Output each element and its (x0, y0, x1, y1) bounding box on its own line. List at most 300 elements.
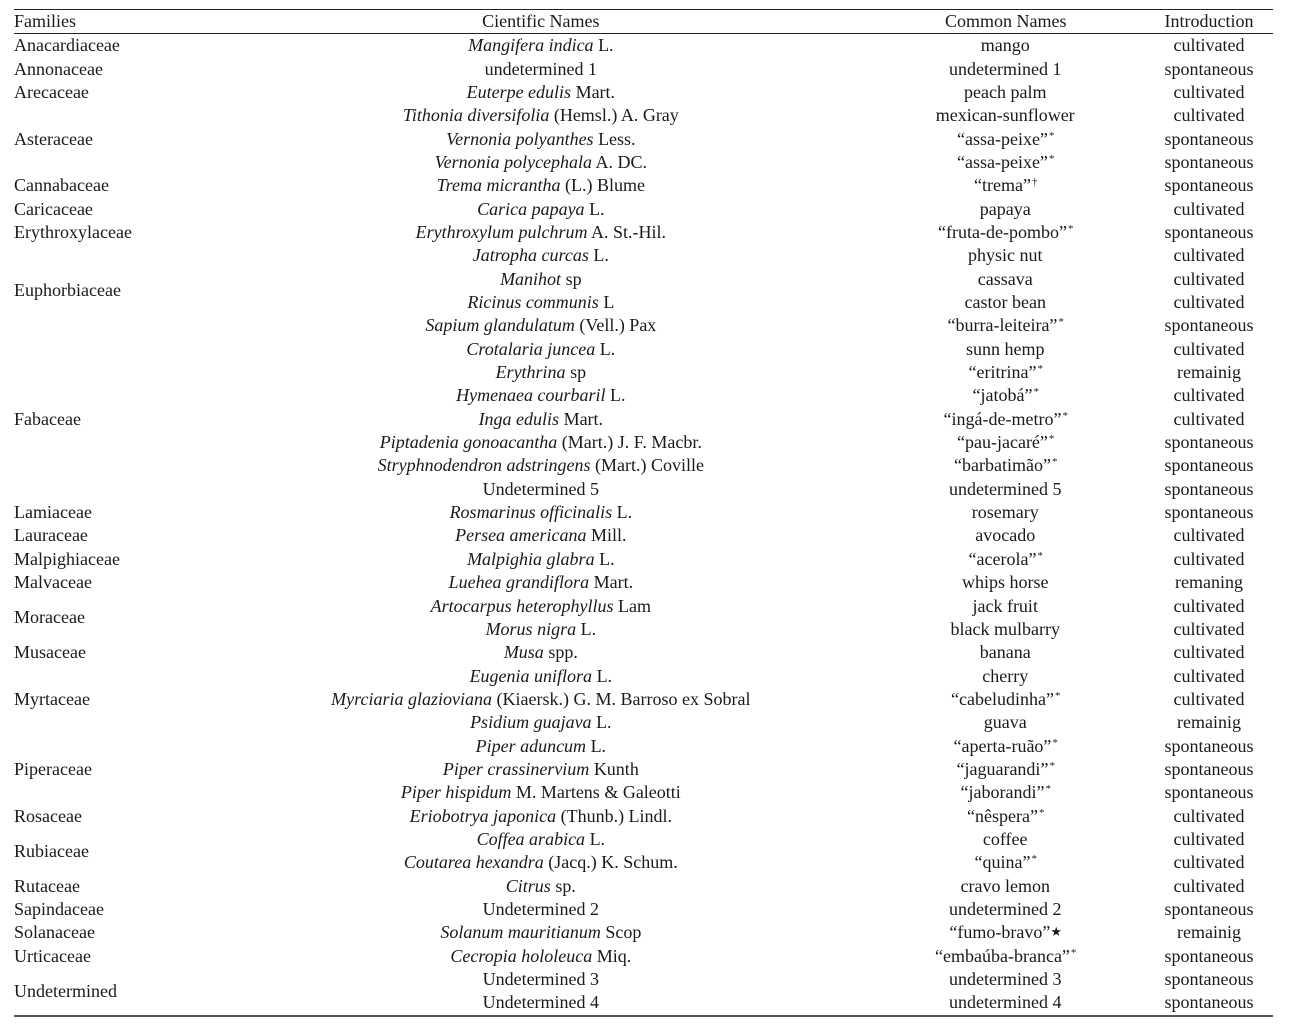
introduction-cell: spontaneous (1164, 945, 1254, 966)
common-name: sunn hemp (965, 338, 1045, 359)
table-row (14, 81, 1273, 104)
authority: (L.) Blume (560, 175, 645, 196)
introduction-cell: spontaneous (1164, 758, 1254, 779)
footnote-mark: * (1045, 783, 1051, 796)
authority: Less. (593, 128, 636, 149)
table-row (14, 34, 1273, 58)
binomial-name: Eriobotrya japonica (409, 805, 557, 826)
family-cell: Asteraceae (14, 128, 93, 149)
common-name: undetermined 4 (948, 992, 1062, 1013)
authority: Kunth (589, 758, 639, 779)
common-name: “fumo-bravo” (949, 922, 1051, 943)
footnote-mark: * (1037, 363, 1043, 376)
introduction-cell: spontaneous (1164, 735, 1254, 756)
binomial-name: Rosmarinus officinalis (449, 502, 613, 523)
scientific-name-cell (295, 665, 786, 688)
common-name: “jaguarandi” (956, 758, 1049, 779)
common-name: “barbatimão” (953, 455, 1051, 476)
common-name: undetermined 2 (948, 898, 1062, 919)
introduction-cell: cultivated (1173, 105, 1245, 126)
table-row (14, 408, 1273, 431)
family-cell (14, 151, 295, 174)
common-name: castor bean (964, 292, 1046, 313)
common-name: “nêspera” (966, 805, 1038, 826)
authority: Miq. (592, 945, 632, 966)
species-table (14, 9, 1273, 1015)
introduction-cell: spontaneous (1164, 58, 1254, 79)
table-row (14, 151, 1273, 174)
family-cell: Caricaceae (14, 198, 93, 219)
common-name: coffee (982, 828, 1028, 849)
table-row (14, 711, 1273, 734)
common-name-cell (786, 688, 1145, 711)
header-common-names: Common Names (944, 11, 1067, 31)
authority: Mill. (586, 525, 627, 546)
introduction-cell: spontaneous (1164, 432, 1254, 453)
binomial-name: Crotalaria juncea (466, 338, 596, 359)
introduction-cell: cultivated (1173, 35, 1245, 56)
binomial-name: Malpighia glabra (467, 548, 595, 569)
family-cell: Moraceae (14, 607, 85, 628)
footnote-mark: * (1058, 316, 1064, 329)
introduction-cell: remainig (1177, 922, 1242, 943)
binomial-name: Piptadenia gonoacantha (379, 432, 558, 453)
table-row (14, 524, 1273, 547)
footnote-mark: * (1031, 853, 1037, 866)
authority: undetermined 1 (484, 58, 598, 79)
common-name-cell (786, 595, 1145, 618)
authority: sp. (550, 875, 576, 896)
common-name-cell (786, 478, 1145, 501)
authority: A. St.-Hil. (587, 222, 666, 243)
footnote-mark: * (1048, 433, 1055, 446)
scientific-name-cell (295, 104, 786, 127)
scientific-name-cell (295, 688, 786, 711)
family-cell (14, 781, 295, 804)
introduction-cell: remaning (1175, 572, 1244, 593)
binomial-name: Manihot (500, 268, 562, 289)
common-name: avocado (975, 525, 1036, 546)
family-cell: Lauraceae (14, 525, 88, 546)
scientific-name-cell (295, 34, 786, 58)
binomial-name: Vernonia polycephala (434, 151, 593, 172)
common-name: “pau-jacaré” (957, 432, 1048, 453)
introduction-cell: cultivated (1173, 828, 1245, 849)
authority: (Vell.) Pax (574, 315, 657, 336)
common-name: “trema” (973, 175, 1031, 196)
introduction-cell: cultivated (1173, 268, 1245, 289)
family-cell (14, 454, 295, 477)
table-row (14, 478, 1273, 501)
authority: spp. (543, 642, 578, 663)
binomial-name: Artocarpus heterophyllus (430, 595, 614, 616)
introduction-cell: cultivated (1173, 292, 1245, 313)
binomial-name: Piper hispidum (400, 782, 512, 803)
common-name: undetermined 5 (948, 478, 1062, 499)
common-name: “cabeludinha” (951, 688, 1054, 709)
binomial-name: Erythroxylum pulchrum (415, 222, 588, 243)
introduction-cell: spontaneous (1164, 502, 1254, 523)
binomial-name: Mangifera indica (468, 35, 594, 56)
family-cell: Musaceae (14, 642, 86, 663)
table-row (14, 268, 1273, 291)
family-cell (14, 104, 295, 127)
table-row (14, 361, 1273, 384)
table-row (14, 571, 1273, 594)
introduction-cell: remainig (1177, 712, 1242, 733)
scientific-name-cell (295, 735, 786, 758)
authority: L. (591, 712, 612, 733)
scientific-name-cell (295, 408, 786, 431)
family-cell (14, 431, 295, 454)
table-row (14, 58, 1273, 81)
binomial-name: Trema micrantha (436, 175, 561, 196)
authority: L. (605, 385, 626, 406)
common-name: mango (980, 35, 1030, 56)
common-name: banana (979, 642, 1031, 663)
binomial-name: Erythrina (495, 362, 566, 383)
common-name-cell (786, 618, 1145, 641)
common-name-cell (786, 805, 1145, 828)
common-name-cell (786, 571, 1145, 594)
family-cell: Rosaceae (14, 805, 82, 826)
introduction-cell: spontaneous (1164, 898, 1254, 919)
introduction-cell: spontaneous (1164, 175, 1254, 196)
family-cell: Malpighiaceae (14, 548, 120, 569)
footnote-mark: † (1031, 176, 1038, 189)
common-name: undetermined 3 (948, 969, 1062, 990)
introduction-cell: spontaneous (1164, 151, 1254, 172)
scientific-name-cell (295, 758, 786, 781)
table-row (14, 781, 1273, 804)
common-name-cell (786, 454, 1145, 477)
authority: Undetermined 3 (482, 969, 600, 990)
footnote-mark: * (1051, 456, 1058, 469)
family-cell: Anacardiaceae (14, 35, 120, 56)
footnote-mark: * (1049, 759, 1055, 772)
common-name-cell (786, 758, 1145, 781)
scientific-name-cell (295, 58, 786, 81)
scientific-name-cell (295, 151, 786, 174)
common-name-cell (786, 268, 1145, 291)
authority: (Thunb.) Lindl. (556, 805, 673, 826)
authority: Mart. (559, 408, 604, 429)
binomial-name: Psidium guajava (470, 712, 592, 733)
table-row (14, 501, 1273, 524)
introduction-cell: cultivated (1173, 875, 1245, 896)
common-name: “burra-leiteira” (947, 315, 1058, 336)
scientific-name-cell (295, 338, 786, 361)
footnote-mark: * (1070, 946, 1077, 959)
scientific-name-cell (295, 618, 786, 641)
table-row (14, 968, 1273, 991)
scientific-name-cell (295, 81, 786, 104)
table-row (14, 595, 1273, 618)
common-name: rosemary (971, 502, 1039, 523)
common-name: “jatobá” (972, 385, 1033, 406)
common-name-cell (786, 781, 1145, 804)
common-name-cell (786, 384, 1145, 407)
common-name: “acerola” (968, 548, 1037, 569)
scientific-name-cell (295, 198, 786, 221)
common-name: peach palm (963, 81, 1047, 102)
table-header (14, 10, 1273, 34)
authority: Undetermined 4 (482, 992, 600, 1013)
table-body (14, 34, 1273, 1015)
authority: A. DC. (592, 151, 648, 172)
family-cell (14, 735, 295, 758)
scientific-name-cell (295, 641, 786, 664)
common-name-cell (786, 945, 1145, 968)
binomial-name: Musa (503, 642, 544, 663)
common-name: jack fruit (972, 595, 1038, 616)
family-cell (14, 244, 295, 267)
binomial-name: Solanum mauritianum (440, 922, 601, 943)
common-name: papaya (979, 198, 1031, 219)
common-name: whips horse (961, 572, 1049, 593)
common-name-cell (786, 338, 1145, 361)
introduction-cell: spontaneous (1164, 992, 1254, 1013)
authority: (Kiaersk.) G. M. Barroso ex Sobral (492, 688, 751, 709)
family-cell: Erythroxylaceae (14, 222, 132, 243)
family-cell: Euphorbiaceae (14, 280, 121, 301)
common-name: cassava (977, 268, 1033, 289)
footnote-mark: * (1038, 806, 1045, 819)
binomial-name: Vernonia polyanthes (446, 128, 594, 149)
table-row (14, 548, 1273, 571)
scientific-name-cell (295, 478, 786, 501)
table-row (14, 174, 1273, 197)
common-name: guava (983, 712, 1027, 733)
scientific-name-cell (295, 314, 786, 337)
common-name: “jaborandi” (960, 782, 1045, 803)
table-row (14, 805, 1273, 828)
binomial-name: Morus nigra (485, 618, 577, 639)
table-row (14, 875, 1273, 898)
scientific-name-cell (295, 291, 786, 314)
binomial-name: Piper aduncum (475, 735, 587, 756)
common-name-cell (786, 314, 1145, 337)
family-cell (14, 338, 295, 361)
table-row (14, 688, 1273, 711)
scientific-name-cell (295, 805, 786, 828)
common-name: undetermined 1 (948, 58, 1062, 79)
common-name-cell (786, 128, 1145, 151)
introduction-cell: cultivated (1173, 642, 1245, 663)
introduction-cell: cultivated (1173, 198, 1245, 219)
common-name-cell (786, 898, 1145, 921)
binomial-name: Piper crassinervium (442, 758, 590, 779)
common-name-cell (786, 711, 1145, 734)
authority: (Mart.) Coville (590, 455, 704, 476)
authority: L (598, 292, 615, 313)
introduction-cell: cultivated (1173, 618, 1245, 639)
binomial-name: Stryphnodendron adstringens (377, 455, 591, 476)
common-name: “ingá-de-metro” (943, 408, 1062, 429)
introduction-cell: cultivated (1173, 665, 1245, 686)
binomial-name: Citrus (505, 875, 551, 896)
common-name-cell (786, 58, 1145, 81)
footnote-mark: * (1037, 549, 1043, 562)
header-families: Families (14, 11, 76, 31)
table-row (14, 758, 1273, 781)
footnote-mark: * (1048, 129, 1055, 142)
authority: Undetermined 2 (482, 898, 600, 919)
family-cell: Myrtaceae (14, 688, 90, 709)
common-name-cell (786, 431, 1145, 454)
family-cell: Undetermined (14, 980, 117, 1001)
introduction-cell: cultivated (1173, 408, 1245, 429)
common-name-cell (786, 875, 1145, 898)
introduction-cell: spontaneous (1164, 128, 1254, 149)
introduction-cell: cultivated (1173, 852, 1245, 873)
common-name-cell (786, 548, 1145, 571)
common-name-cell (786, 501, 1145, 524)
scientific-name-cell (295, 851, 786, 874)
scientific-name-cell (295, 128, 786, 151)
table-row (14, 454, 1273, 477)
family-cell: Cannabaceae (14, 175, 109, 196)
authority: Scop (600, 922, 642, 943)
scientific-name-cell (295, 361, 786, 384)
authority: Undetermined 5 (482, 478, 600, 499)
family-cell: Piperaceae (14, 758, 92, 779)
table-row (14, 338, 1273, 361)
common-name: cravo lemon (960, 875, 1050, 896)
authority: L. (588, 245, 609, 266)
binomial-name: Jatropha curcas (472, 245, 589, 266)
table-row (14, 828, 1273, 851)
common-name: “aperta-ruão” (953, 735, 1052, 756)
introduction-cell: cultivated (1173, 338, 1245, 359)
scientific-name-cell (295, 875, 786, 898)
footnote-mark: * (1054, 689, 1061, 702)
family-cell: Arecaceae (14, 81, 89, 102)
introduction-cell: cultivated (1173, 385, 1245, 406)
authority: M. Martens & Galeotti (511, 782, 681, 803)
common-name: physic nut (967, 245, 1043, 266)
common-name-cell (786, 735, 1145, 758)
authority: L. (612, 502, 633, 523)
common-name-cell (786, 641, 1145, 664)
binomial-name: Tithonia diversifolia (402, 105, 550, 126)
header-introduction: Introduction (1164, 11, 1254, 31)
table-row (14, 945, 1273, 968)
family-cell (14, 711, 295, 734)
authority: sp (561, 268, 582, 289)
family-cell: Urticaceae (14, 945, 91, 966)
table-row (14, 431, 1273, 454)
family-cell: Fabaceae (14, 408, 81, 429)
common-name-cell (786, 408, 1145, 431)
table-row (14, 314, 1273, 337)
common-name-cell (786, 244, 1145, 267)
scientific-name-cell (295, 501, 786, 524)
authority: L. (584, 198, 605, 219)
binomial-name: Inga edulis (478, 408, 560, 429)
common-name: mexican-sunflower (935, 105, 1075, 126)
family-cell (14, 478, 295, 501)
binomial-name: Carica papaya (477, 198, 585, 219)
common-name-cell (786, 221, 1145, 244)
introduction-cell: spontaneous (1164, 455, 1254, 476)
table-row (14, 665, 1273, 688)
scientific-name-cell (295, 244, 786, 267)
binomial-name: Sapium glandulatum (425, 315, 575, 336)
table-row (14, 128, 1273, 151)
scientific-name-cell (295, 781, 786, 804)
scientific-name-cell (295, 595, 786, 618)
footnote-mark: * (1048, 152, 1055, 165)
scientific-name-cell (295, 524, 786, 547)
introduction-cell: spontaneous (1164, 222, 1254, 243)
common-name-cell (786, 34, 1145, 58)
table-row (14, 921, 1273, 944)
authority: L. (593, 35, 614, 56)
scientific-name-cell (295, 945, 786, 968)
introduction-cell: cultivated (1173, 548, 1245, 569)
family-cell: Solanaceae (14, 922, 95, 943)
common-name-cell (786, 524, 1145, 547)
binomial-name: Ricinus communis (467, 292, 599, 313)
authority: Lam (613, 595, 651, 616)
binomial-name: Myrciaria glazioviana (331, 688, 492, 709)
binomial-name: Luehea grandiflora (448, 572, 590, 593)
family-cell (14, 665, 295, 688)
table-row (14, 384, 1273, 407)
binomial-name: Coutarea hexandra (403, 852, 544, 873)
family-cell: Annonaceae (14, 58, 103, 79)
table-row (14, 641, 1273, 664)
introduction-cell: cultivated (1173, 81, 1245, 102)
common-name-cell (786, 174, 1145, 197)
authority: (Jacq.) K. Schum. (543, 852, 678, 873)
common-name-cell (786, 991, 1145, 1014)
authority: L. (594, 548, 615, 569)
family-cell: Rubiaceae (14, 840, 89, 861)
family-cell: Rutaceae (14, 875, 80, 896)
family-cell: Lamiaceae (14, 502, 92, 523)
table-row (14, 244, 1273, 267)
family-cell (14, 384, 295, 407)
scientific-name-cell (295, 268, 786, 291)
authority: L. (595, 338, 616, 359)
common-name: “embaúba-branca” (935, 945, 1070, 966)
scientific-name-cell (295, 454, 786, 477)
authority: L. (592, 665, 613, 686)
common-name-cell (786, 198, 1145, 221)
family-cell (14, 314, 295, 337)
species-table-container (14, 9, 1273, 1015)
common-name-cell (786, 851, 1145, 874)
introduction-cell: spontaneous (1164, 315, 1254, 336)
scientific-name-cell (295, 548, 786, 571)
family-cell: Sapindaceae (14, 898, 104, 919)
binomial-name: Cecropia hololeuca (450, 945, 593, 966)
common-name-cell (786, 921, 1145, 944)
common-name: “eritrina” (968, 362, 1037, 383)
scientific-name-cell (295, 898, 786, 921)
footnote-mark: * (1033, 386, 1039, 399)
introduction-cell: cultivated (1173, 525, 1245, 546)
authority: Mart. (589, 572, 634, 593)
scientific-name-cell (295, 221, 786, 244)
table-row (14, 735, 1273, 758)
table-row (14, 898, 1273, 921)
footnote-mark: ★ (1050, 924, 1063, 940)
common-name: “fruta-de-pombo” (938, 222, 1067, 243)
introduction-cell: cultivated (1173, 595, 1245, 616)
